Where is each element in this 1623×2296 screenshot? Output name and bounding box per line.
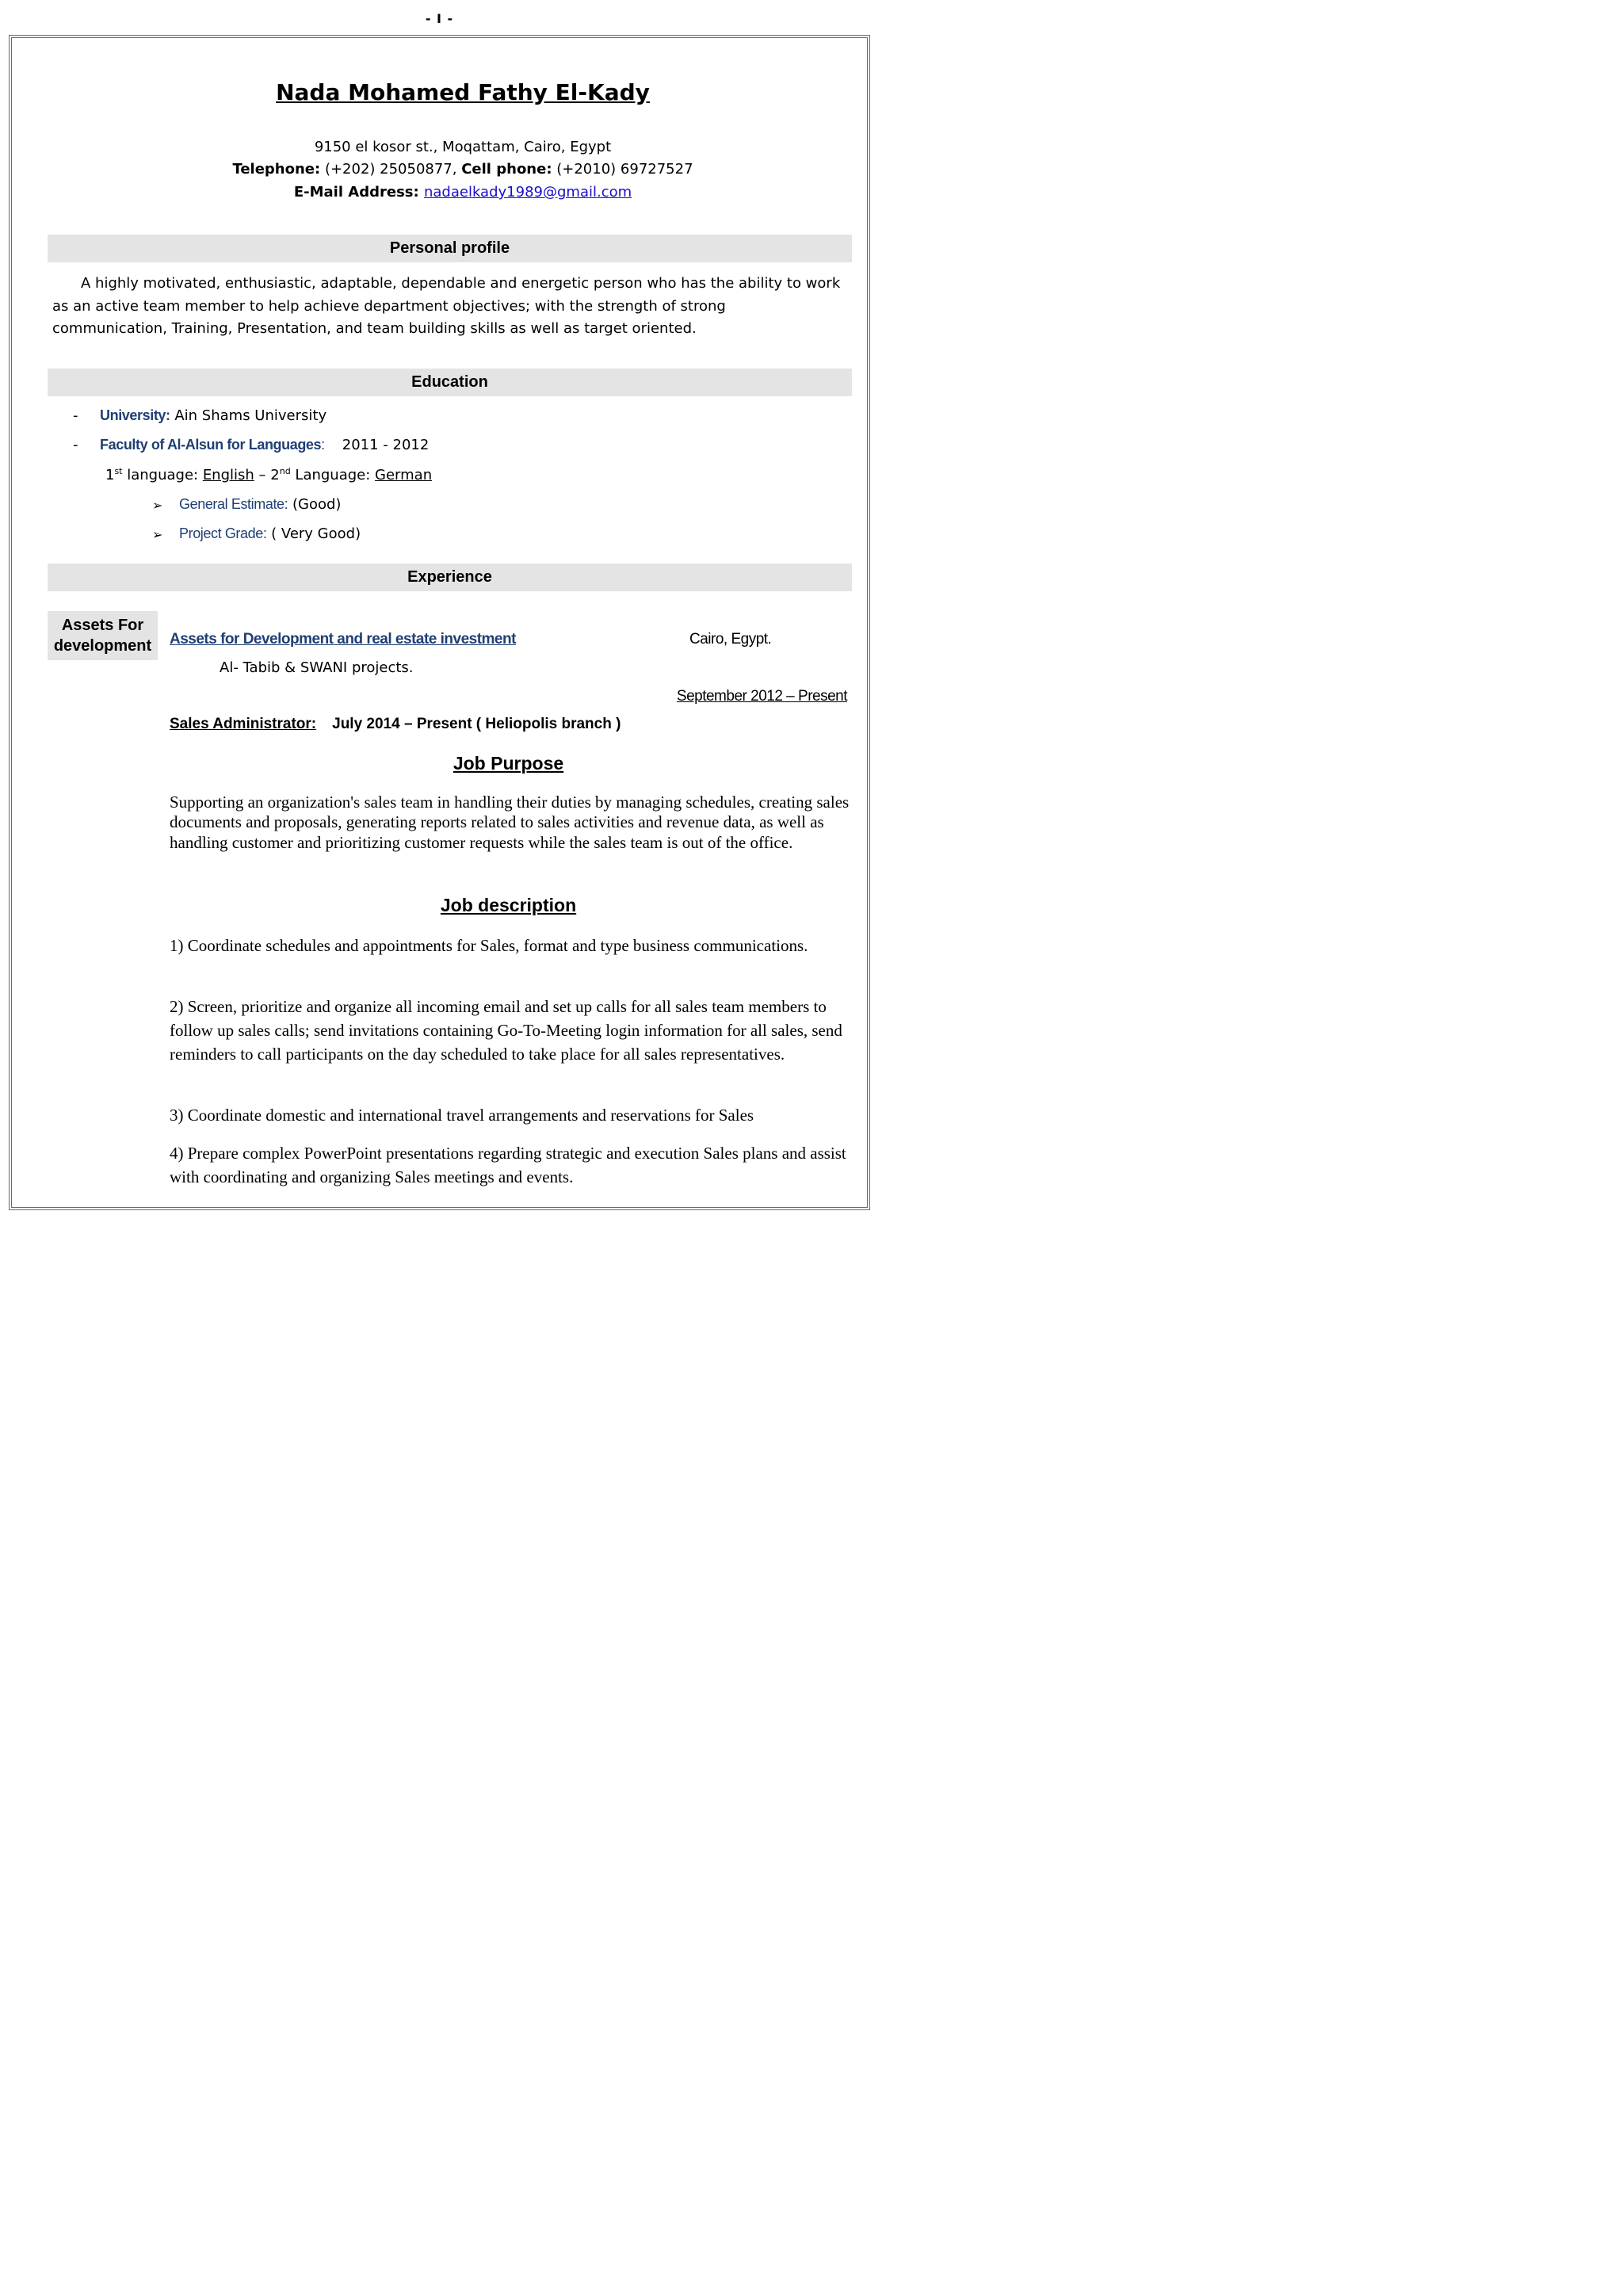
lang2-sup: nd [279, 466, 291, 476]
email-line [0, 184, 926, 201]
university-label: University: [100, 407, 170, 423]
job-description-heading-text: Job description [440, 895, 577, 915]
company-location: Cairo, Egypt. [689, 631, 772, 648]
job-purpose-heading-text: Job Purpose [453, 753, 564, 774]
section-heading-education: Education [48, 369, 852, 396]
experience-side-label: Assets For development [48, 611, 158, 660]
cell-value: (+2010) 69727527 [552, 161, 693, 178]
list-dash: - [73, 407, 78, 424]
role-title: Sales Administrator: [170, 716, 317, 732]
job-purpose-text: Supporting an organization's sales team in handling their duties by managing schedules, creating sales documents and proposals, generating reports related to sales activities and revenue data, as well as handling customer and prioritizing customer requests while the sales team is out of the office. [170, 793, 850, 852]
arrow-bullet-icon: ➢ [152, 527, 163, 542]
profile-text: A highly motivated, enthusiastic, adaptable, dependable and energetic person who has the ability to work as an active team member to help achieve department objectives; with the strength of strong communication, Training, Presentation, and team building skills as well as target oriented. [52, 275, 841, 337]
project-grade-value: ( Very Good) [266, 525, 361, 542]
company-name: Assets for Development and real estate investment [170, 631, 516, 648]
project-grade-label: Project Grade: [179, 525, 267, 541]
lang2-value: German [375, 467, 433, 483]
general-estimate-value: (Good) [288, 496, 342, 513]
university-line [100, 407, 327, 424]
duty-item: 2) Screen, prioritize and organize all incoming email and set up calls for all sales team members to follow up sales calls; send invitations containing Go-To-Meeting login information for all sales, send reminders to call participants on the day scheduled to take place for all sales representatives. [170, 997, 842, 1064]
candidate-name: Nada Mohamed Fathy El-Kady [276, 79, 650, 105]
employment-dates: September 2012 – Present [676, 688, 847, 705]
general-estimate-line [179, 496, 341, 513]
address: 9150 el kosor st., Moqattam, Cairo, Egypt [314, 139, 612, 155]
email-link[interactable]: nadaelkady1989@gmail.com [423, 184, 632, 201]
duty-item: 4) Prepare complex PowerPoint presentations regarding strategic and execution Sales plans and assist with coordinating and organizing Sales meetings and events. [170, 1144, 846, 1186]
list-dash: - [73, 437, 78, 453]
job-description-heading [170, 895, 847, 916]
section-heading-experience: Experience [48, 563, 852, 591]
email-label: E-Mail Address [293, 184, 414, 201]
role-period: July 2014 – Present ( Heliopolis branch ) [332, 716, 621, 732]
faculty-line [100, 437, 429, 453]
duty-item: 3) Coordinate domestic and international travel arrangements and reservations for Sales [170, 1106, 754, 1125]
lang2-text: Language: [290, 467, 376, 483]
phone-line [0, 161, 926, 178]
arrow-bullet-icon: ➢ [152, 498, 163, 513]
lang1-value: English [202, 467, 254, 483]
faculty-label: Faculty of Al-Alsun for Languages [100, 437, 322, 453]
duty-item: 1) Coordinate schedules and appointments for Sales, format and type business communications. [170, 936, 808, 955]
lang1-text: language: [122, 467, 203, 483]
lang1-number: 1 [105, 467, 115, 483]
job-purpose-heading [170, 753, 847, 774]
languages-line [105, 466, 432, 483]
telephone-label: Telephone: [232, 161, 321, 178]
section-heading-profile: Personal profile [48, 235, 852, 262]
telephone-value: (+202) 25050877, [320, 161, 462, 178]
page-number: - I - [425, 11, 454, 26]
cell-label: Cell phone: [461, 161, 552, 178]
general-estimate-label: General Estimate: [179, 496, 288, 512]
project-grade-line [179, 525, 361, 542]
university-value: Ain Shams University [170, 407, 327, 424]
lang2-separator: – 2 [254, 467, 280, 483]
projects: Al- Tabib & SWANI projects. [220, 659, 414, 676]
faculty-colon: : [321, 437, 325, 453]
lang1-sup: st [114, 466, 123, 476]
role-line [170, 716, 621, 733]
email-colon: : [413, 184, 424, 201]
faculty-years: 2011 - 2012 [342, 437, 430, 453]
